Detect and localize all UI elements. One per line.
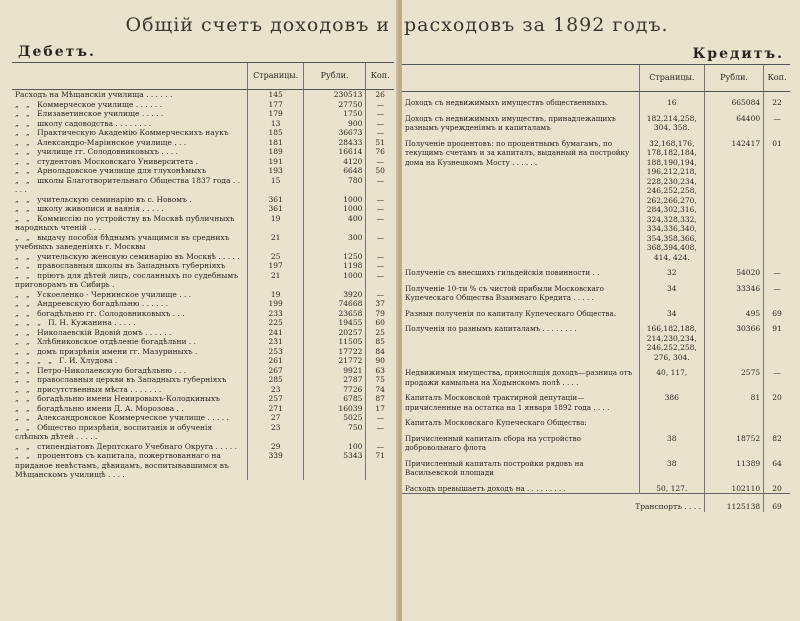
table-row bbox=[402, 387, 790, 412]
row-description: „ „ училище гг. Солодовниковыхъ . . . . bbox=[15, 147, 178, 156]
kop-col-header: Коп. bbox=[764, 65, 790, 92]
row-kop: — bbox=[366, 204, 394, 214]
row-kop: — bbox=[764, 362, 790, 387]
row-description: Причисленный капиталъ постройки рядовъ на Васильевской площади bbox=[405, 458, 587, 477]
debet-heading: Дебетъ. bbox=[18, 44, 96, 60]
page-title-left: Общій счетъ доходовъ и bbox=[125, 14, 390, 36]
table-row bbox=[12, 394, 394, 404]
table-row bbox=[402, 453, 790, 478]
table-row bbox=[12, 375, 394, 385]
row-kop: — bbox=[366, 252, 394, 262]
row-pages: 193 bbox=[248, 166, 303, 176]
row-description: „ „ Коммиссію по устройству въ Москвѣ публичныхъ народныхъ чтеній . . . bbox=[15, 213, 237, 232]
desc-col-header bbox=[12, 63, 248, 90]
row-pages: 339 bbox=[248, 451, 303, 480]
row-rubles bbox=[704, 412, 763, 428]
table-row bbox=[402, 412, 790, 428]
row-kop: 37 bbox=[366, 299, 394, 309]
row-description: „ „ процентовъ съ капитала, пожертвованнаго на приданое невѣстамъ, дѣвицамъ, воспитывавшимся въ Мѣщанскомъ училищѣ . . . . bbox=[15, 451, 232, 479]
row-rubles: 1250 bbox=[303, 252, 366, 262]
table-row bbox=[402, 303, 790, 319]
table-row bbox=[12, 119, 394, 129]
table-row bbox=[402, 133, 790, 263]
row-description: „ „ стипендіатовъ Дерптскаго Учебнаго Округа . . . . . bbox=[15, 441, 237, 451]
row-description: Полученіе съ внесшихъ гильдейскія повинности . . bbox=[405, 268, 600, 277]
row-rubles: 64400 bbox=[704, 108, 763, 133]
rubles-col-header: Рубли. bbox=[704, 65, 763, 92]
row-kop: 82 bbox=[764, 428, 790, 453]
row-kop: — bbox=[764, 278, 790, 303]
row-description: „ „ православныя школы въ Западныхъ губерніяхъ bbox=[15, 261, 226, 270]
row-pages: 32 bbox=[639, 262, 704, 278]
row-rubles: 300 bbox=[303, 233, 366, 252]
row-rubles: 780 bbox=[303, 176, 366, 195]
row-rubles: 30366 bbox=[704, 318, 763, 362]
row-description: Доходъ съ недвижимыхъ имуществъ, принадлежащихъ разнымъ учрежденіямъ и капиталамъ bbox=[405, 113, 619, 132]
row-description: Доходъ съ недвижимыхъ имуществъ общественныхъ. bbox=[405, 98, 609, 107]
row-rubles: 665084 bbox=[704, 92, 763, 108]
row-pages: 40, 117, bbox=[639, 362, 704, 387]
row-kop: 75 bbox=[366, 375, 394, 385]
kredit-table bbox=[402, 64, 790, 512]
row-kop: 20 bbox=[764, 387, 790, 412]
row-rubles: 6648 bbox=[303, 166, 366, 176]
row-pages: 19 bbox=[248, 290, 303, 300]
transport-label: Транспортъ . . . . bbox=[402, 494, 704, 512]
row-kop: 91 bbox=[764, 318, 790, 362]
row-kop: 69 bbox=[764, 303, 790, 319]
row-pages: 241 bbox=[248, 328, 303, 338]
row-kop: — bbox=[366, 176, 394, 195]
row-pages: 185 bbox=[248, 128, 303, 138]
pages-col-header: Страницы. bbox=[248, 63, 303, 90]
row-pages: 361 bbox=[248, 195, 303, 205]
row-kop: — bbox=[366, 271, 394, 290]
row-description: „ „ богадѣльню гг. Солодовниковыхъ . . . bbox=[15, 308, 185, 318]
row-description: Полученіе 10-ти % съ чистой прибыли Московскаго Купеческаго Общества Взаимнаго Кредита . . . . . bbox=[405, 283, 607, 302]
right-page bbox=[402, 0, 800, 621]
row-pages: 19 bbox=[248, 214, 303, 233]
row-description: Капиталъ Московскаго Купеческаго Общества: bbox=[405, 418, 587, 427]
row-pages: 34 bbox=[639, 278, 704, 303]
row-description: Расходъ превышаетъ доходъ на . . . . . . . . . bbox=[405, 483, 566, 493]
left-page bbox=[0, 0, 398, 621]
row-description: „ „ выдачу пособія бѣднымъ учащимся въ среднихъ учебныхъ заведеніяхъ г. Москвы bbox=[15, 232, 232, 251]
row-kop: — bbox=[366, 233, 394, 252]
row-pages: 34 bbox=[639, 303, 704, 319]
row-description: „ „ „ „ Г. И. Хлудова . bbox=[15, 356, 118, 365]
row-kop: 85 bbox=[366, 337, 394, 347]
row-rubles: 16039 bbox=[303, 404, 366, 414]
row-rubles: 20257 bbox=[303, 328, 366, 338]
desc-col-header bbox=[402, 65, 639, 92]
row-rubles: 19455 bbox=[303, 318, 366, 328]
row-description: Расходъ на Мѣщанскія училища . . . . . . bbox=[15, 90, 173, 99]
row-rubles: 4120 bbox=[303, 157, 366, 167]
row-pages: 199 bbox=[248, 299, 303, 309]
row-rubles: 1750 bbox=[303, 109, 366, 119]
row-description: Полученіе процентовъ: по процентнымъ бумагамъ, по текущимъ счетамъ и за капиталъ, выданный на постройку дома на Кузнецкомъ Мосту . . . . . . bbox=[405, 138, 632, 167]
row-kop: 84 bbox=[366, 347, 394, 357]
table-row bbox=[402, 278, 790, 303]
row-description: „ „ православныя церкви въ Западныхъ губерніяхъ bbox=[15, 375, 227, 384]
row-rubles: 900 bbox=[303, 119, 366, 129]
table-row bbox=[12, 290, 394, 300]
table-row bbox=[12, 214, 394, 233]
row-kop: 50 bbox=[366, 166, 394, 176]
row-kop: — bbox=[366, 290, 394, 300]
row-kop: 64 bbox=[764, 453, 790, 478]
row-pages: 253 bbox=[248, 347, 303, 357]
table-row bbox=[12, 271, 394, 290]
row-description: Недвижимыя имущества, приносящія доходъ—разница отъ продажи камыльна на Ходынскомъ полѣ . . . . bbox=[405, 368, 635, 387]
debet-table bbox=[12, 62, 394, 480]
row-rubles: 750 bbox=[303, 423, 366, 442]
row-rubles: 230513 bbox=[303, 90, 366, 100]
row-rubles: 16614 bbox=[303, 147, 366, 157]
row-pages: 21 bbox=[248, 271, 303, 290]
row-pages: 23 bbox=[248, 423, 303, 442]
table-row bbox=[12, 404, 394, 414]
row-pages: 231 bbox=[248, 337, 303, 347]
row-rubles: 11389 bbox=[704, 453, 763, 478]
table-row bbox=[12, 299, 394, 309]
table-row bbox=[12, 442, 394, 452]
table-row bbox=[402, 318, 790, 362]
row-description: „ „ Практическую Академію Коммерческихъ наукъ bbox=[15, 128, 229, 137]
row-rubles: 81 bbox=[704, 387, 763, 412]
row-kop: — bbox=[366, 157, 394, 167]
table-row bbox=[12, 318, 394, 328]
row-pages: 271 bbox=[248, 404, 303, 414]
row-rubles: 54020 bbox=[704, 262, 763, 278]
row-description: „ „ Александровское Коммерческое училище . . . . . bbox=[15, 413, 229, 422]
table-row bbox=[12, 252, 394, 262]
row-pages: 386 bbox=[639, 387, 704, 412]
row-pages bbox=[639, 412, 704, 428]
row-rubles: 5343 bbox=[303, 451, 366, 480]
page-title-right: расходовъ за 1892 годъ. bbox=[404, 14, 669, 36]
row-description: „ „ домъ призрѣнія имени гг. Мазуриныхъ . bbox=[15, 346, 198, 356]
row-pages: 261 bbox=[248, 356, 303, 366]
row-rubles: 21772 bbox=[303, 356, 366, 366]
row-description: „ „ школу садоводства . . . . . . . . bbox=[15, 118, 152, 128]
row-rubles: 102110 bbox=[704, 478, 763, 494]
row-kop: 74 bbox=[366, 385, 394, 395]
row-rubles: 6785 bbox=[303, 394, 366, 404]
row-kop: — bbox=[366, 261, 394, 271]
row-pages: 189 bbox=[248, 147, 303, 157]
row-kop: — bbox=[366, 214, 394, 233]
row-kop bbox=[764, 412, 790, 428]
kop-col-header: Коп. bbox=[366, 63, 394, 90]
row-pages: 361 bbox=[248, 204, 303, 214]
row-description: „ „ Николаевскій Вдовій домъ . . . . . . bbox=[15, 327, 172, 337]
row-pages: 13 bbox=[248, 119, 303, 129]
row-rubles: 495 bbox=[704, 303, 763, 319]
row-kop: — bbox=[366, 119, 394, 129]
row-rubles: 1000 bbox=[303, 204, 366, 214]
row-description: „ „ школу живописи и ваянія . . . . . bbox=[15, 204, 164, 213]
pages-col-header: Страницы. bbox=[639, 65, 704, 92]
row-pages: 197 bbox=[248, 261, 303, 271]
table-row bbox=[12, 451, 394, 480]
row-kop: 79 bbox=[366, 309, 394, 319]
row-pages: 29 bbox=[248, 442, 303, 452]
row-kop: 60 bbox=[366, 318, 394, 328]
row-rubles: 3920 bbox=[303, 290, 366, 300]
row-kop: — bbox=[764, 262, 790, 278]
table-row bbox=[12, 328, 394, 338]
debet-header-row bbox=[12, 63, 394, 90]
kredit-header-row bbox=[402, 65, 790, 92]
row-pages: 182,214,258, 304, 358. bbox=[639, 108, 704, 133]
row-pages: 27 bbox=[248, 413, 303, 423]
table-row bbox=[402, 92, 790, 108]
row-pages: 16 bbox=[639, 92, 704, 108]
row-description: „ „ пріютъ для дѣтей лицъ, сосланныхъ по судебнымъ приговорамъ въ Сибирь . bbox=[15, 270, 241, 289]
transport-row bbox=[402, 494, 790, 512]
row-rubles: 1198 bbox=[303, 261, 366, 271]
row-pages: 179 bbox=[248, 109, 303, 119]
table-row bbox=[12, 166, 394, 176]
row-description: „ „ Александро-Маріинское училище . . . bbox=[15, 137, 187, 147]
transport-kop: 69 bbox=[764, 494, 790, 512]
table-row bbox=[12, 385, 394, 395]
row-kop: 76 bbox=[366, 147, 394, 157]
table-row bbox=[12, 413, 394, 423]
row-description: „ „ присутственныя мѣста . . . . . . . bbox=[15, 384, 162, 394]
table-row bbox=[12, 233, 394, 252]
row-pages: 267 bbox=[248, 366, 303, 376]
row-description: „ „ Общество призрѣнія, воспитанія и обученія слѣпыхъ дѣтей . . . . . bbox=[15, 422, 215, 441]
row-kop: 26 bbox=[366, 90, 394, 100]
row-description: „ „ Коммерческое училище . . . . . . bbox=[15, 99, 163, 109]
row-pages: 50, 127. bbox=[639, 478, 704, 494]
row-kop: 25 bbox=[366, 328, 394, 338]
row-kop: — bbox=[366, 423, 394, 442]
row-description: Причисленный капиталъ сбора на устройство добровольнаго флота bbox=[405, 433, 584, 452]
row-rubles: 23658 bbox=[303, 309, 366, 319]
table-row bbox=[402, 478, 790, 494]
row-pages: 38 bbox=[639, 453, 704, 478]
row-description: Полученія по разнымъ капиталамъ . . . . . . . . bbox=[405, 324, 577, 333]
row-kop: — bbox=[366, 109, 394, 119]
row-rubles: 27750 bbox=[303, 100, 366, 110]
row-kop: 51 bbox=[366, 138, 394, 148]
row-description: „ „ Елизаветинское училище . . . . . bbox=[15, 109, 164, 118]
row-kop: 20 bbox=[764, 478, 790, 494]
row-description: „ „ „ П. Н. Кужанина . . . . . bbox=[15, 318, 136, 327]
row-rubles: 1000 bbox=[303, 195, 366, 205]
row-description: „ „ школы Благотворительнаго Общества 1837 года . . . . . bbox=[15, 175, 243, 194]
transport-rubles: 1125138 bbox=[704, 494, 763, 512]
row-rubles: 18752 bbox=[704, 428, 763, 453]
row-pages: 15 bbox=[248, 176, 303, 195]
row-kop: — bbox=[764, 108, 790, 133]
table-row bbox=[12, 261, 394, 271]
row-rubles: 74668 bbox=[303, 299, 366, 309]
row-description: Капиталъ Московской трактирной депутаціи—причисленные на остатка на 1 января 1892 года . . . . bbox=[405, 393, 610, 412]
kredit-heading: Кредитъ. bbox=[692, 46, 784, 62]
row-description: „ „ студентовъ Московскаго Университета . bbox=[15, 156, 198, 166]
table-row bbox=[12, 309, 394, 319]
row-pages: 23 bbox=[248, 385, 303, 395]
table-row bbox=[12, 204, 394, 214]
table-row bbox=[12, 128, 394, 138]
row-rubles: 5025 bbox=[303, 413, 366, 423]
row-kop: — bbox=[366, 413, 394, 423]
row-rubles: 28433 bbox=[303, 138, 366, 148]
table-row bbox=[12, 347, 394, 357]
table-row bbox=[12, 100, 394, 110]
table-row bbox=[402, 108, 790, 133]
row-pages: 257 bbox=[248, 394, 303, 404]
row-pages: 191 bbox=[248, 157, 303, 167]
row-pages: 21 bbox=[248, 233, 303, 252]
row-kop: 17 bbox=[366, 404, 394, 414]
table-row bbox=[12, 138, 394, 148]
row-description: „ „ Хлѣбниковское отдѣленіе богадѣльни . . bbox=[15, 337, 197, 346]
row-kop: — bbox=[366, 100, 394, 110]
row-rubles: 33346 bbox=[704, 278, 763, 303]
table-row bbox=[12, 423, 394, 442]
row-kop: — bbox=[366, 195, 394, 205]
row-rubles: 36673 bbox=[303, 128, 366, 138]
row-kop: 63 bbox=[366, 366, 394, 376]
debet-body bbox=[12, 90, 394, 480]
row-rubles: 100 bbox=[303, 442, 366, 452]
row-pages: 177 bbox=[248, 100, 303, 110]
row-pages: 166,182,188, 214,230,234, 246,252,258, 276, 304. bbox=[639, 318, 704, 362]
row-pages: 38 bbox=[639, 428, 704, 453]
row-description: „ „ богадѣльню имени Неиировыхъ-Колодкиныхъ bbox=[15, 394, 220, 403]
row-pages: 225 bbox=[248, 318, 303, 328]
row-description: „ „ Петро-Николаевскую богадѣльню . . . bbox=[15, 365, 187, 375]
row-rubles: 9921 bbox=[303, 366, 366, 376]
row-rubles: 142417 bbox=[704, 133, 763, 263]
row-pages: 32,168,176, 178,182,184, 188,190,194, 196,212,218, 228,230,234, 246,252,258, 262,266,270, 284,302,316, 324,328,332, 334,336,340, 354,358,366, 368,394,408, 414, 424. bbox=[639, 133, 704, 263]
row-pages: 145 bbox=[248, 90, 303, 100]
table-row bbox=[12, 176, 394, 195]
row-pages: 181 bbox=[248, 138, 303, 148]
row-kop: 01 bbox=[764, 133, 790, 263]
row-pages: 233 bbox=[248, 309, 303, 319]
kredit-body bbox=[402, 92, 790, 494]
row-kop: — bbox=[366, 442, 394, 452]
row-kop: 90 bbox=[366, 356, 394, 366]
row-rubles: 17722 bbox=[303, 347, 366, 357]
row-description: „ „ Арнольдовское училище для глухонѣмыхъ bbox=[15, 166, 207, 175]
table-row bbox=[12, 147, 394, 157]
rubles-col-header: Рубли. bbox=[303, 63, 366, 90]
row-rubles: 2575 bbox=[704, 362, 763, 387]
table-row bbox=[12, 366, 394, 376]
row-kop: 87 bbox=[366, 394, 394, 404]
row-rubles: 2787 bbox=[303, 375, 366, 385]
table-row bbox=[402, 262, 790, 278]
row-pages: 285 bbox=[248, 375, 303, 385]
table-row bbox=[12, 90, 394, 100]
row-rubles: 11505 bbox=[303, 337, 366, 347]
row-pages: 25 bbox=[248, 252, 303, 262]
row-rubles: 1000 bbox=[303, 271, 366, 290]
row-description: „ „ Ускоеленко - Чернинское училище . . . bbox=[15, 289, 192, 299]
table-row bbox=[402, 428, 790, 453]
table-row bbox=[12, 195, 394, 205]
table-row bbox=[12, 356, 394, 366]
row-rubles: 7726 bbox=[303, 385, 366, 395]
row-description: „ „ богадѣльню имени Д. А. Морозова . . bbox=[15, 403, 184, 413]
table-row bbox=[12, 337, 394, 347]
row-rubles: 400 bbox=[303, 214, 366, 233]
row-kop: — bbox=[366, 128, 394, 138]
table-row bbox=[12, 157, 394, 167]
table-row bbox=[12, 109, 394, 119]
row-kop: 22 bbox=[764, 92, 790, 108]
row-description: „ „ Андреевскую богадѣльню . . . . . . bbox=[15, 299, 169, 308]
row-description: „ „ учительскую женскую семинарію въ Москвѣ . . . . . bbox=[15, 251, 240, 261]
row-kop: 71 bbox=[366, 451, 394, 480]
row-description: Разныя полученія по капиталу Купеческаго Общества. bbox=[405, 308, 617, 318]
row-description: „ „ учительскую семинарію въ с. Новомъ . bbox=[15, 194, 192, 204]
table-row bbox=[402, 362, 790, 387]
